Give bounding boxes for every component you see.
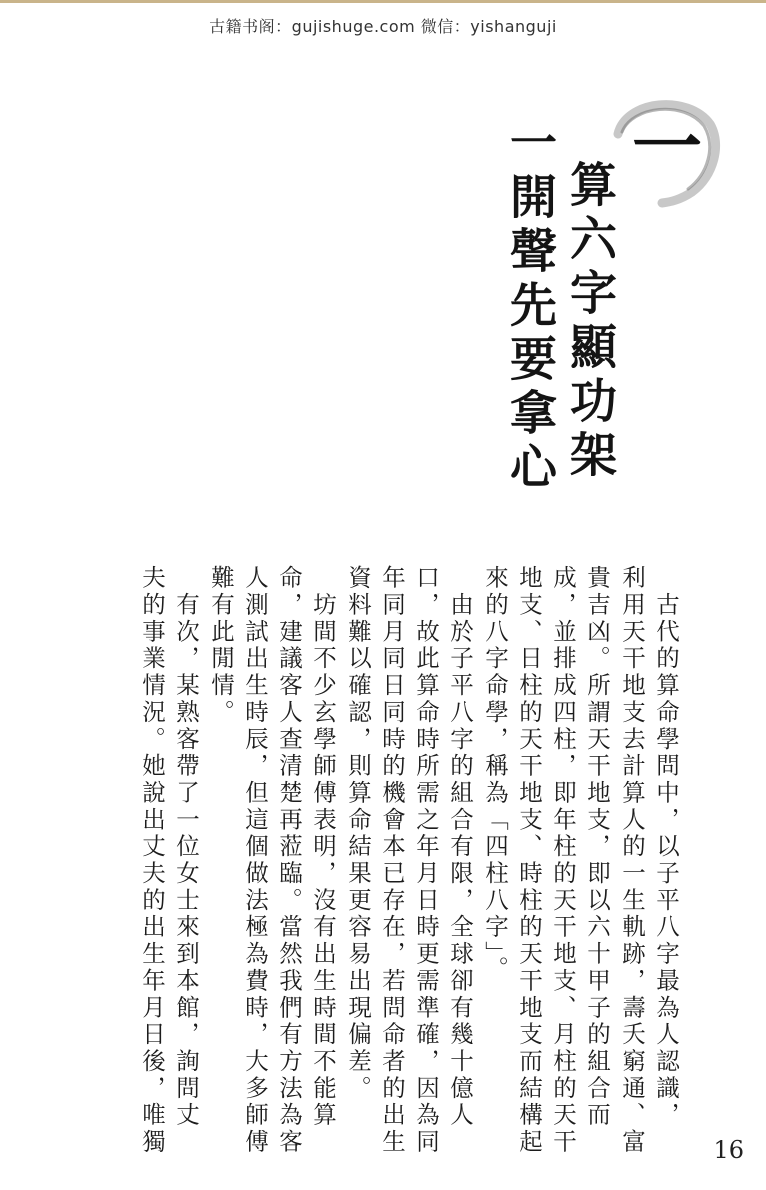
body-column: 人測試出生時辰，但這個做法極為費時，大多師傅: [241, 565, 269, 1156]
watermark-header: 古籍书阁：gujishuge.com 微信：yishanguji: [209, 17, 557, 36]
body-column: 資料難以確認，則算命結果更容易出現偏差。: [344, 565, 372, 1102]
body-column: 由於子平八字的組合有限，全球卻有幾十億人: [446, 565, 474, 1129]
body-column: 有次，某熟客帶了一位女士來到本館，詢問丈: [172, 565, 200, 1129]
body-column: 貴吉凶。所謂天干地支，即以六十甲子的組合而: [583, 565, 611, 1129]
body-column: 成，並排成四柱，即年柱的天干地支、月柱的天干: [549, 565, 577, 1156]
body-column: 坊間不少玄學師傅表明，沒有出生時間不能算: [309, 565, 337, 1129]
body-column: 來的八字命學，稱為「四柱八字」。: [481, 565, 509, 983]
body-column: 利用天干地支去計算人的一生軌跡，壽夭窮通、富: [618, 565, 646, 1156]
chapter-number: 一: [632, 105, 702, 188]
body-column: 口，故此算命時所需之年月日時更需準確，因為同: [412, 565, 440, 1156]
page-number: 16: [713, 1136, 744, 1164]
chapter-title-line-2: 一開聲先要拿心: [502, 118, 557, 496]
body-column: 年同月同日同時的機會本已存在，若問命者的出生: [378, 565, 406, 1156]
chapter-title-line-1: 算六字顯功架: [562, 160, 617, 484]
body-column: 夫的事業情況。她說出丈夫的出生年月日後，唯獨: [138, 565, 166, 1156]
body-column: 地支、日柱的天干地支、時柱的天干地支而結構起: [515, 565, 543, 1156]
body-column: 古代的算命學問中，以子平八字最為人認識，: [652, 565, 680, 1129]
body-column: 難有此閒情。: [207, 565, 235, 727]
top-border: [0, 0, 766, 3]
body-column: 命，建議客人查清楚再蒞臨。當然我們有方法為客: [275, 565, 303, 1156]
